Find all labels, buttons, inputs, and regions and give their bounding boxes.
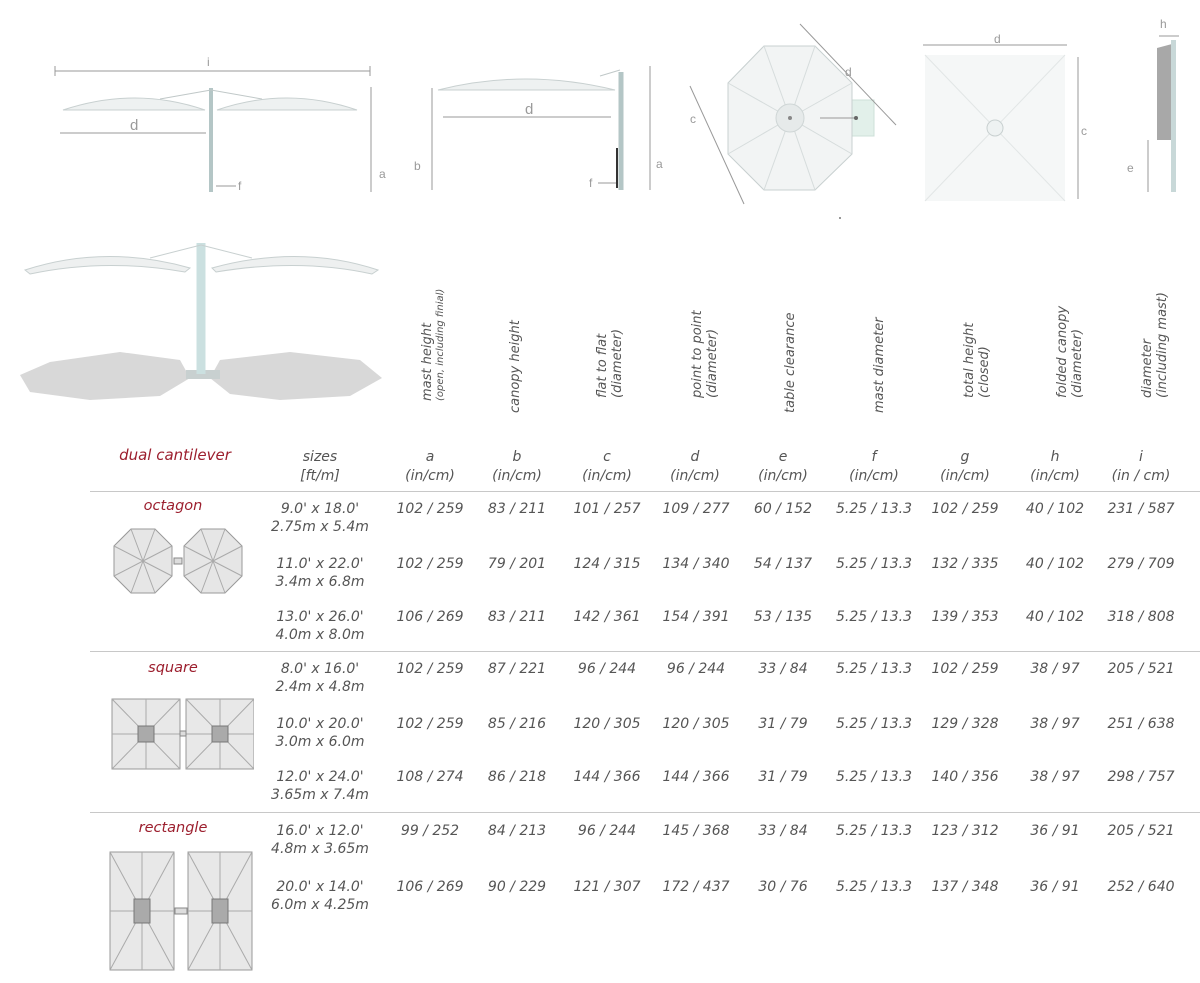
value-cell: 90 / 229: [487, 879, 547, 895]
value-cell: 60 / 152: [753, 501, 813, 517]
value-cell: 102 / 259: [396, 716, 464, 732]
value-cell: 145 / 368: [662, 823, 730, 839]
value-cell: 54 / 137: [753, 556, 813, 572]
value-cell: 134 / 340: [662, 556, 730, 572]
col-header-point-to-point: point to point (diameter): [690, 310, 720, 398]
value-cell: 96 / 244: [577, 823, 637, 839]
dim-label-e: e: [1127, 161, 1134, 175]
value-cell: 38 / 97: [1030, 716, 1080, 732]
value-cell: 137 / 348: [931, 879, 999, 895]
dim-label-c: c: [690, 112, 696, 126]
octagon-top-view-diagram: [690, 24, 896, 219]
size-cell: [260, 608, 380, 644]
value-cell: 205 / 521: [1107, 661, 1175, 677]
size-ft: 11.0' x 22.0': [276, 556, 364, 572]
dim-label-f: f: [238, 179, 242, 193]
size-ft: 12.0' x 24.0': [276, 769, 364, 785]
dual-side-view-diagram: [55, 66, 371, 192]
value-cell: 108 / 274: [396, 769, 464, 785]
table-divider-square: [90, 651, 1200, 652]
value-cell: 85 / 216: [487, 716, 547, 732]
size-m: 3.0m x 6.0m: [275, 734, 365, 750]
value-cell: 31 / 79: [758, 769, 808, 785]
size-m: 6.0m x 4.25m: [271, 897, 369, 913]
value-cell: 5.25 / 13.3: [836, 769, 912, 785]
rectangle-plan-icon: [108, 850, 254, 972]
size-cell: [260, 878, 380, 914]
group-name-rectangle: rectangle: [138, 820, 208, 836]
square-top-view-diagram: [923, 45, 1078, 201]
value-cell: 99 / 252: [400, 823, 460, 839]
value-cell: 40 / 102: [1025, 609, 1085, 625]
value-cell: 123 / 312: [931, 823, 999, 839]
group-name-square: square: [148, 660, 198, 676]
size-ft: 20.0' x 14.0': [276, 879, 364, 895]
value-cell: 86 / 218: [487, 769, 547, 785]
size-cell: [260, 555, 380, 591]
dim-label-f2: f: [589, 176, 593, 190]
size-m: 4.0m x 8.0m: [275, 627, 365, 643]
size-cell: [260, 715, 380, 751]
dim-label-h: h: [1160, 17, 1167, 31]
dual-cantilever-render: [20, 243, 382, 400]
value-cell: 36 / 91: [1030, 823, 1080, 839]
value-cell: 102 / 259: [931, 501, 999, 517]
col-letter-f: f (in/cm): [849, 449, 899, 484]
value-cell: 205 / 521: [1107, 823, 1175, 839]
value-cell: 121 / 307: [573, 879, 641, 895]
value-cell: 251 / 638: [1107, 716, 1175, 732]
table-divider-rectangle: [90, 812, 1200, 813]
col-header-mast-height: mast height (open, including finial): [420, 288, 446, 401]
size-ft: 8.0' x 16.0': [280, 661, 360, 677]
size-m: 2.4m x 4.8m: [275, 679, 365, 695]
value-cell: 144 / 366: [573, 769, 641, 785]
group-name-octagon: octagon: [143, 498, 203, 514]
single-side-view-diagram: [432, 66, 650, 190]
size-ft: 9.0' x 18.0': [280, 501, 360, 517]
col-letter-g: g (in/cm): [940, 449, 990, 484]
size-m: 2.75m x 5.4m: [271, 519, 369, 535]
dim-label-d4: d: [994, 32, 1001, 46]
col-header-flat-to-flat: flat to flat (diameter): [595, 328, 625, 398]
value-cell: 30 / 76: [758, 879, 808, 895]
dim-label-a2: a: [656, 157, 663, 171]
value-cell: 124 / 315: [573, 556, 641, 572]
size-m: 4.8m x 3.65m: [271, 841, 369, 857]
value-cell: 5.25 / 13.3: [836, 556, 912, 572]
value-cell: 231 / 587: [1107, 501, 1175, 517]
value-cell: 109 / 277: [662, 501, 730, 517]
size-cell: [260, 822, 380, 858]
value-cell: 298 / 757: [1107, 769, 1175, 785]
value-cell: 5.25 / 13.3: [836, 879, 912, 895]
value-cell: 101 / 257: [573, 501, 641, 517]
col-header-folded-canopy: folded canopy (diameter): [1055, 305, 1085, 398]
value-cell: 154 / 391: [662, 609, 730, 625]
size-cell: [260, 768, 380, 804]
dim-label-c2: c: [1081, 124, 1087, 138]
col-letter-b: b (in/cm): [492, 449, 542, 484]
value-cell: 142 / 361: [573, 609, 641, 625]
dim-label-i: i: [207, 55, 210, 69]
col-letter-a: a (in/cm): [405, 449, 455, 484]
octagon-plan-icon: [108, 525, 248, 599]
value-cell: 279 / 709: [1107, 556, 1175, 572]
value-cell: 33 / 84: [758, 823, 808, 839]
col-header-mast-diameter: mast diameter: [872, 317, 887, 413]
value-cell: 36 / 91: [1030, 879, 1080, 895]
value-cell: 38 / 97: [1030, 769, 1080, 785]
value-cell: 96 / 244: [577, 661, 637, 677]
value-cell: 132 / 335: [931, 556, 999, 572]
value-cell: 139 / 353: [931, 609, 999, 625]
value-cell: 87 / 221: [487, 661, 547, 677]
value-cell: 83 / 211: [487, 609, 547, 625]
col-header-diameter: diameter (including mast): [1140, 292, 1170, 398]
col-header-canopy-height: canopy height: [508, 320, 523, 413]
dim-label-a: a: [379, 167, 386, 181]
value-cell: 5.25 / 13.3: [836, 501, 912, 517]
value-cell: 106 / 269: [396, 879, 464, 895]
sizes-header: sizes [ft/m]: [300, 449, 340, 484]
value-cell: 102 / 259: [396, 661, 464, 677]
value-cell: 140 / 356: [931, 769, 999, 785]
value-cell: 102 / 259: [396, 556, 464, 572]
size-cell: [260, 500, 380, 536]
closed-side-view-diagram: [1148, 36, 1179, 192]
value-cell: 106 / 269: [396, 609, 464, 625]
value-cell: 40 / 102: [1025, 501, 1085, 517]
value-cell: 53 / 135: [753, 609, 813, 625]
col-letter-e: e (in/cm): [758, 449, 808, 484]
square-plan-icon: [110, 697, 254, 771]
value-cell: 5.25 / 13.3: [836, 609, 912, 625]
value-cell: 33 / 84: [758, 661, 808, 677]
size-ft: 10.0' x 20.0': [276, 716, 364, 732]
dim-label-d3: d: [845, 65, 852, 79]
value-cell: 5.25 / 13.3: [836, 716, 912, 732]
size-ft: 13.0' x 26.0': [276, 609, 364, 625]
value-cell: 38 / 97: [1030, 661, 1080, 677]
col-header-table-clearance: table clearance: [783, 312, 798, 413]
value-cell: 129 / 328: [931, 716, 999, 732]
table-title: dual cantilever: [119, 446, 231, 464]
dim-label-b: b: [414, 159, 421, 173]
size-m: 3.4m x 6.8m: [275, 574, 365, 590]
value-cell: 40 / 102: [1025, 556, 1085, 572]
table-divider-top: [90, 491, 1200, 492]
value-cell: 172 / 437: [662, 879, 730, 895]
size-cell: [260, 660, 380, 696]
col-header-total-height: total height (closed): [962, 322, 992, 398]
col-letter-i: i (in / cm): [1111, 449, 1171, 484]
value-cell: 120 / 305: [662, 716, 730, 732]
size-ft: 16.0' x 12.0': [276, 823, 364, 839]
value-cell: 102 / 259: [396, 501, 464, 517]
dim-label-d: d: [130, 117, 139, 134]
value-cell: 84 / 213: [487, 823, 547, 839]
value-cell: 252 / 640: [1107, 879, 1175, 895]
value-cell: 318 / 808: [1107, 609, 1175, 625]
value-cell: 79 / 201: [487, 556, 547, 572]
value-cell: 120 / 305: [573, 716, 641, 732]
size-m: 3.65m x 7.4m: [271, 787, 369, 803]
value-cell: 83 / 211: [487, 501, 547, 517]
col-letter-c: c (in/cm): [582, 449, 632, 484]
col-letter-d: d (in/cm): [670, 449, 720, 484]
value-cell: 5.25 / 13.3: [836, 661, 912, 677]
col-letter-h: h (in/cm): [1030, 449, 1080, 484]
value-cell: 5.25 / 13.3: [836, 823, 912, 839]
value-cell: 31 / 79: [758, 716, 808, 732]
value-cell: 96 / 244: [666, 661, 726, 677]
value-cell: 102 / 259: [931, 661, 999, 677]
dim-label-d2: d: [525, 101, 534, 118]
value-cell: 144 / 366: [662, 769, 730, 785]
